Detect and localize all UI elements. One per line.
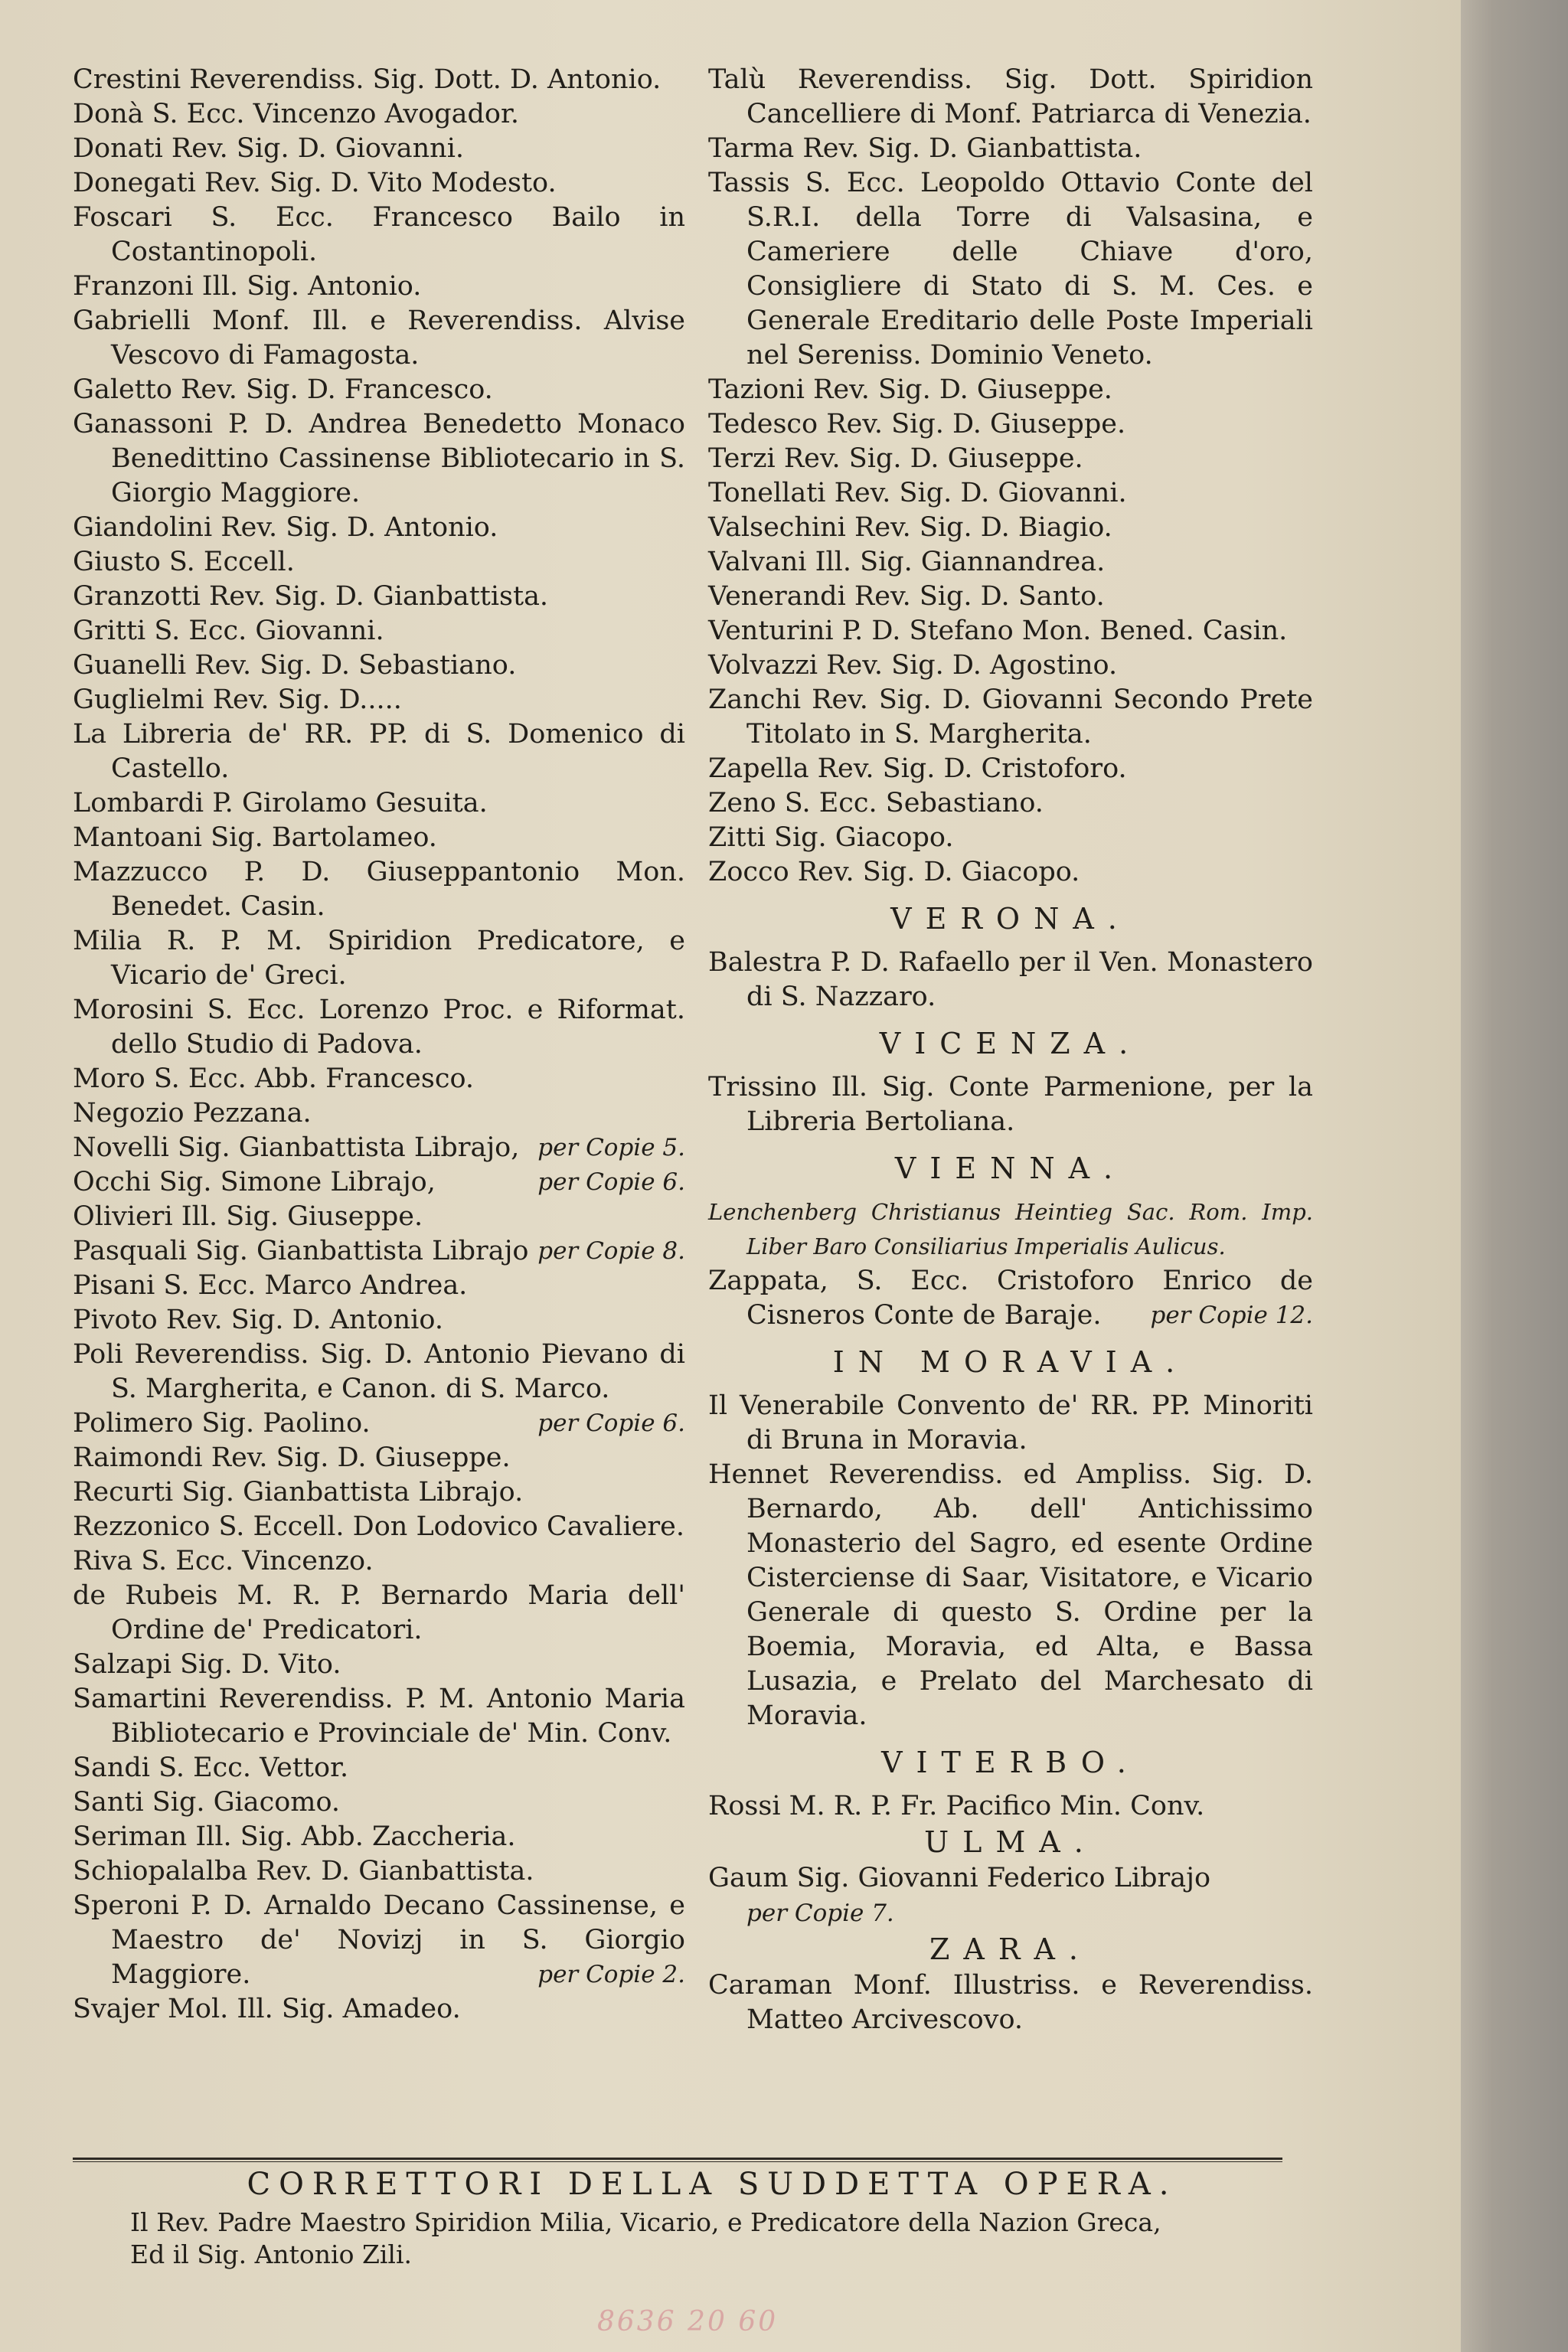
subscriber-entry bbox=[73, 97, 685, 132]
subscriber-name: Tarma Rev. Sig. D. Gianbattista. bbox=[708, 133, 1142, 164]
subscriber-name: Volvazzi Rev. Sig. D. Agostino. bbox=[708, 650, 1118, 681]
copies-count: per Copie 6. bbox=[537, 1410, 685, 1437]
subscriber-entry bbox=[73, 201, 685, 270]
subscriber-entry bbox=[708, 614, 1313, 648]
copies-count: per Copie 2. bbox=[537, 1961, 685, 1988]
library-stamp: 8636 20 60 bbox=[597, 2306, 779, 2337]
city-heading: VERONA. bbox=[890, 902, 1131, 936]
subscriber-entry bbox=[73, 1475, 685, 1510]
subscriber-name: Giusto S. Eccell. bbox=[73, 547, 295, 577]
subscriber-entry bbox=[73, 1165, 685, 1200]
subscriber-entry bbox=[73, 1854, 685, 1889]
subscriber-entry bbox=[708, 407, 1313, 442]
subscriber-entry bbox=[73, 924, 685, 993]
subscriber-entry bbox=[708, 1264, 1313, 1333]
subscriber-entry bbox=[708, 1389, 1313, 1458]
subscriber-entry bbox=[708, 786, 1313, 821]
subscriber-name: Hennet Reverendiss. ed Ampliss. Sig. D. Bernardo, Ab. dell' Antichissimo Monasterio del Sagro, ed esente Ordine Cisterciense di Saar, Visitatore, e Vicario Generale di questo S. Ordine per la Boemia, Moravia, ed Alta, e Bassa Lusazia, e Prelato del Marchesato di Moravia. bbox=[708, 1459, 1313, 1731]
subscriber-name: Foscari S. Ecc. Francesco Bailo in Costantinopoli. bbox=[73, 202, 685, 267]
subscriber-entry bbox=[708, 476, 1313, 511]
subscriber-name: Riva S. Ecc. Vincenzo. bbox=[73, 1546, 374, 1576]
subscriber-entry bbox=[73, 373, 685, 407]
subscriber-name: Polimero Sig. Paolino. bbox=[73, 1408, 371, 1439]
subscriber-name: Talù Reverendiss. Sig. Dott. Spiridion Cancelliere di Monf. Patriarca di Venezia. bbox=[708, 64, 1313, 129]
subscriber-entry bbox=[73, 407, 685, 511]
subscriber-entry bbox=[73, 1234, 685, 1269]
subscriber-entry bbox=[73, 683, 685, 717]
subscriber-name: Il Venerabile Convento de' RR. PP. Minoriti di Bruna in Moravia. bbox=[708, 1390, 1313, 1455]
subscriber-name: Tassis S. Ecc. Leopoldo Ottavio Conte del S.R.I. della Torre di Valsasina, e Cameriere delle Chiave d'oro, Consigliere di Stato di S. M. Ces. e Generale Ereditario delle Poste Imperiali nel Sereniss. Dominio Veneto. bbox=[708, 168, 1313, 371]
subscriber-entry bbox=[73, 1269, 685, 1303]
subscriber-entry bbox=[73, 63, 685, 97]
subscriber-name: Crestini Reverendiss. Sig. Dott. D. Antonio. bbox=[73, 64, 662, 95]
subscriber-name: Moro S. Ecc. Abb. Francesco. bbox=[73, 1063, 475, 1094]
subscriber-name: Mantoani Sig. Bartolameo. bbox=[73, 822, 437, 853]
subscriber-entry bbox=[73, 132, 685, 166]
subscriber-name: Gaum Sig. Giovanni Federico Librajo bbox=[708, 1863, 1211, 1893]
left-column bbox=[73, 63, 685, 2027]
subscriber-entry bbox=[708, 1070, 1313, 1139]
subscriber-name: Milia R. P. M. Spiridion Predicatore, e Vicario de' Greci. bbox=[73, 926, 685, 991]
city-heading: VIENNA. bbox=[894, 1152, 1127, 1185]
subscriber-entry bbox=[73, 1544, 685, 1579]
subscriber-entry bbox=[73, 166, 685, 201]
subscriber-entry bbox=[73, 993, 685, 1062]
subscriber-name: Lombardi P. Girolamo Gesuita. bbox=[73, 788, 488, 818]
subscriber-entry bbox=[73, 1820, 685, 1854]
subscriber-name: Trissino Ill. Sig. Conte Parmenione, per la Libreria Bertoliana. bbox=[708, 1072, 1313, 1137]
subscriber-entry bbox=[73, 614, 685, 648]
subscriber-name: Giandolini Rev. Sig. D. Antonio. bbox=[73, 512, 498, 543]
city-heading: ULMA. bbox=[924, 1825, 1097, 1859]
subscriber-name: Schiopalalba Rev. D. Gianbattista. bbox=[73, 1856, 534, 1886]
subscriber-entry bbox=[73, 1889, 685, 1992]
subscriber-name: Donati Rev. Sig. D. Giovanni. bbox=[73, 133, 465, 164]
subscriber-entry bbox=[708, 946, 1313, 1014]
subscriber-name: Salzapi Sig. D. Vito. bbox=[73, 1649, 341, 1680]
subscriber-entry bbox=[73, 648, 685, 683]
copies-count: per Copie 5. bbox=[537, 1134, 685, 1161]
subscriber-entry bbox=[708, 442, 1313, 476]
subscriber-name: Zapella Rev. Sig. D. Cristoforo. bbox=[708, 753, 1127, 784]
subscriber-name: Zocco Rev. Sig. D. Giacopo. bbox=[708, 857, 1080, 887]
subscriber-name: Granzotti Rev. Sig. D. Gianbattista. bbox=[73, 581, 549, 612]
subscriber-entry bbox=[708, 166, 1313, 373]
copies-count: per Copie 8. bbox=[537, 1237, 685, 1265]
subscriber-entry bbox=[708, 545, 1313, 580]
subscriber-entry bbox=[708, 63, 1313, 132]
subscriber-name: Galetto Rev. Sig. D. Francesco. bbox=[73, 374, 493, 405]
subscriber-entry bbox=[73, 717, 685, 786]
subscriber-name: Sandi S. Ecc. Vettor. bbox=[73, 1753, 349, 1783]
subscriber-name: Seriman Ill. Sig. Abb. Zaccheria. bbox=[73, 1821, 516, 1852]
subscriber-entry bbox=[73, 545, 685, 580]
subscriber-name: Olivieri Ill. Sig. Giuseppe. bbox=[73, 1201, 423, 1232]
footer bbox=[130, 2167, 1294, 2271]
subscriber-entry bbox=[708, 1789, 1313, 1824]
subscriber-entry bbox=[73, 1785, 685, 1820]
subscriber-entry bbox=[708, 1195, 1313, 1264]
subscriber-name: Zeno S. Ecc. Sebastiano. bbox=[708, 788, 1044, 818]
subscriber-entry bbox=[708, 683, 1313, 752]
subscriber-name: Negozio Pezzana. bbox=[73, 1098, 312, 1129]
subscriber-name: Franzoni Ill. Sig. Antonio. bbox=[73, 271, 422, 302]
subscriber-name: Tonellati Rev. Sig. D. Giovanni. bbox=[708, 478, 1127, 508]
subscriber-entry bbox=[708, 511, 1313, 545]
footer-rule bbox=[73, 2158, 1282, 2162]
subscriber-name: Valsechini Rev. Sig. D. Biagio. bbox=[708, 512, 1112, 543]
subscriber-entry bbox=[708, 648, 1313, 683]
right-column bbox=[708, 63, 1313, 2037]
city-heading: VICENZA. bbox=[879, 1027, 1142, 1060]
subscriber-name: Tedesco Rev. Sig. D. Giuseppe. bbox=[708, 409, 1126, 439]
subscriber-name: Guanelli Rev. Sig. D. Sebastiano. bbox=[73, 650, 517, 681]
subscriber-entry bbox=[73, 1338, 685, 1406]
subscriber-entry bbox=[73, 786, 685, 821]
subscriber-entry bbox=[708, 752, 1313, 786]
subscriber-entry bbox=[73, 1579, 685, 1648]
subscriber-name: Caraman Monf. Illustriss. e Reverendiss. Matteo Arcivescovo. bbox=[708, 1970, 1313, 2035]
subscriber-name: Zanchi Rev. Sig. D. Giovanni Secondo Prete Titolato in S. Margherita. bbox=[708, 684, 1313, 750]
footer-line: Il Rev. Padre Maestro Spiridion Milia, Vicario, e Predicatore della Nazion Greca, bbox=[130, 2207, 1161, 2237]
subscriber-name: Terzi Rev. Sig. D. Giuseppe. bbox=[708, 443, 1083, 474]
footer-title: CORRETTORI DELLA SUDDETTA OPERA. bbox=[247, 2167, 1178, 2202]
subscriber-name: Rezzonico S. Eccell. Don Lodovico Cavaliere. bbox=[73, 1511, 684, 1542]
book-gutter bbox=[1461, 0, 1568, 2352]
subscriber-name: Samartini Reverendiss. P. M. Antonio Maria Bibliotecario e Provinciale de' Min. Conv. bbox=[73, 1684, 685, 1749]
subscriber-name: Santi Sig. Giacomo. bbox=[73, 1787, 341, 1818]
subscriber-entry bbox=[708, 1861, 1313, 1931]
subscriber-name: Tazioni Rev. Sig. D. Giuseppe. bbox=[708, 374, 1112, 405]
subscriber-name: Pisani S. Ecc. Marco Andrea. bbox=[73, 1270, 468, 1301]
subscriber-entry bbox=[708, 580, 1313, 614]
subscriber-name: Raimondi Rev. Sig. D. Giuseppe. bbox=[73, 1442, 511, 1473]
subscriber-name: Zappata, S. Ecc. Cristoforo Enrico de Cisneros Conte de Baraje. bbox=[708, 1266, 1313, 1331]
subscriber-name: Lenchenberg Christianus Heintieg Sac. Rom. Imp. Liber Baro Consiliarius Imperialis Aulicus. bbox=[708, 1199, 1313, 1259]
subscriber-name: Pasquali Sig. Gianbattista Librajo bbox=[73, 1236, 529, 1266]
subscriber-name: Speroni P. D. Arnaldo Decano Cassinense, e Maestro de' Novizj in S. Giorgio Maggiore. bbox=[73, 1890, 685, 1990]
subscriber-entry bbox=[73, 304, 685, 373]
subscriber-name: Mazzucco P. D. Giuseppantonio Mon. Benedet. Casin. bbox=[73, 857, 685, 922]
subscriber-entry bbox=[73, 1200, 685, 1234]
subscriber-entry bbox=[73, 270, 685, 304]
subscriber-entry bbox=[708, 1458, 1313, 1733]
subscriber-name: Svajer Mol. Ill. Sig. Amadeo. bbox=[73, 1994, 461, 2024]
subscriber-name: Donà S. Ecc. Vincenzo Avogador. bbox=[73, 99, 520, 129]
subscriber-entry bbox=[73, 821, 685, 855]
subscriber-name: Occhi Sig. Simone Librajo, bbox=[73, 1167, 436, 1197]
subscriber-name: Zitti Sig. Giacopo. bbox=[708, 822, 954, 853]
subscriber-name: Valvani Ill. Sig. Giannandrea. bbox=[708, 547, 1106, 577]
copies-count: per Copie 7. bbox=[746, 1900, 894, 1927]
subscriber-name: Gritti S. Ecc. Giovanni. bbox=[73, 616, 384, 646]
subscriber-name: Recurti Sig. Gianbattista Librajo. bbox=[73, 1477, 524, 1508]
subscriber-name: Balestra P. D. Rafaello per il Ven. Monastero di S. Nazzaro. bbox=[708, 947, 1313, 1012]
subscriber-name: Venerandi Rev. Sig. D. Santo. bbox=[708, 581, 1105, 612]
city-heading: VITERBO. bbox=[881, 1746, 1140, 1779]
copies-count: per Copie 12. bbox=[1150, 1302, 1313, 1329]
subscriber-entry bbox=[708, 1968, 1313, 2037]
subscriber-entry bbox=[708, 132, 1313, 166]
subscriber-entry bbox=[73, 1062, 685, 1096]
subscriber-entry bbox=[73, 855, 685, 924]
subscriber-name: Morosini S. Ecc. Lorenzo Proc. e Riformat. dello Studio di Padova. bbox=[73, 995, 685, 1060]
subscriber-entry bbox=[73, 1648, 685, 1682]
subscriber-entry bbox=[73, 1751, 685, 1785]
subscriber-name: Ganassoni P. D. Andrea Benedetto Monaco Benedittino Cassinense Bibliotecario in S. Giorgio Maggiore. bbox=[73, 409, 685, 508]
subscriber-entry bbox=[73, 1131, 685, 1165]
footer-line: Ed il Sig. Antonio Zili. bbox=[130, 2239, 413, 2269]
subscriber-name: Gabrielli Monf. Ill. e Reverendiss. Alvise Vescovo di Famagosta. bbox=[73, 305, 685, 371]
subscriber-entry bbox=[73, 1682, 685, 1751]
subscriber-name: Venturini P. D. Stefano Mon. Bened. Casin. bbox=[708, 616, 1288, 646]
subscriber-entry bbox=[73, 1303, 685, 1338]
subscriber-name: de Rubeis M. R. P. Bernardo Maria dell' Ordine de' Predicatori. bbox=[73, 1580, 685, 1645]
subscriber-name: Rossi M. R. P. Fr. Pacifico Min. Conv. bbox=[708, 1791, 1205, 1821]
subscriber-name: Guglielmi Rev. Sig. D..... bbox=[73, 684, 402, 715]
subscriber-entry bbox=[73, 1510, 685, 1544]
subscriber-name: La Libreria de' RR. PP. di S. Domenico di Castello. bbox=[73, 719, 685, 784]
subscriber-entry bbox=[708, 855, 1313, 890]
subscriber-name: Pivoto Rev. Sig. D. Antonio. bbox=[73, 1305, 443, 1335]
subscriber-name: Poli Reverendiss. Sig. D. Antonio Pievano di S. Margherita, e Canon. di S. Marco. bbox=[73, 1339, 685, 1404]
subscriber-entry bbox=[708, 373, 1313, 407]
subscriber-entry bbox=[73, 1406, 685, 1441]
subscriber-entry bbox=[73, 511, 685, 545]
subscriber-entry bbox=[708, 821, 1313, 855]
subscriber-name: Donegati Rev. Sig. D. Vito Modesto. bbox=[73, 168, 557, 198]
subscriber-entry bbox=[73, 580, 685, 614]
copies-count: per Copie 6. bbox=[537, 1168, 685, 1196]
city-heading: IN MORAVIA. bbox=[832, 1345, 1189, 1379]
subscriber-entry bbox=[73, 1441, 685, 1475]
subscriber-entry bbox=[73, 1096, 685, 1131]
subscriber-entry bbox=[73, 1992, 685, 2027]
city-heading: ZARA. bbox=[929, 1932, 1092, 1966]
subscriber-name: Novelli Sig. Gianbattista Librajo, bbox=[73, 1132, 520, 1163]
